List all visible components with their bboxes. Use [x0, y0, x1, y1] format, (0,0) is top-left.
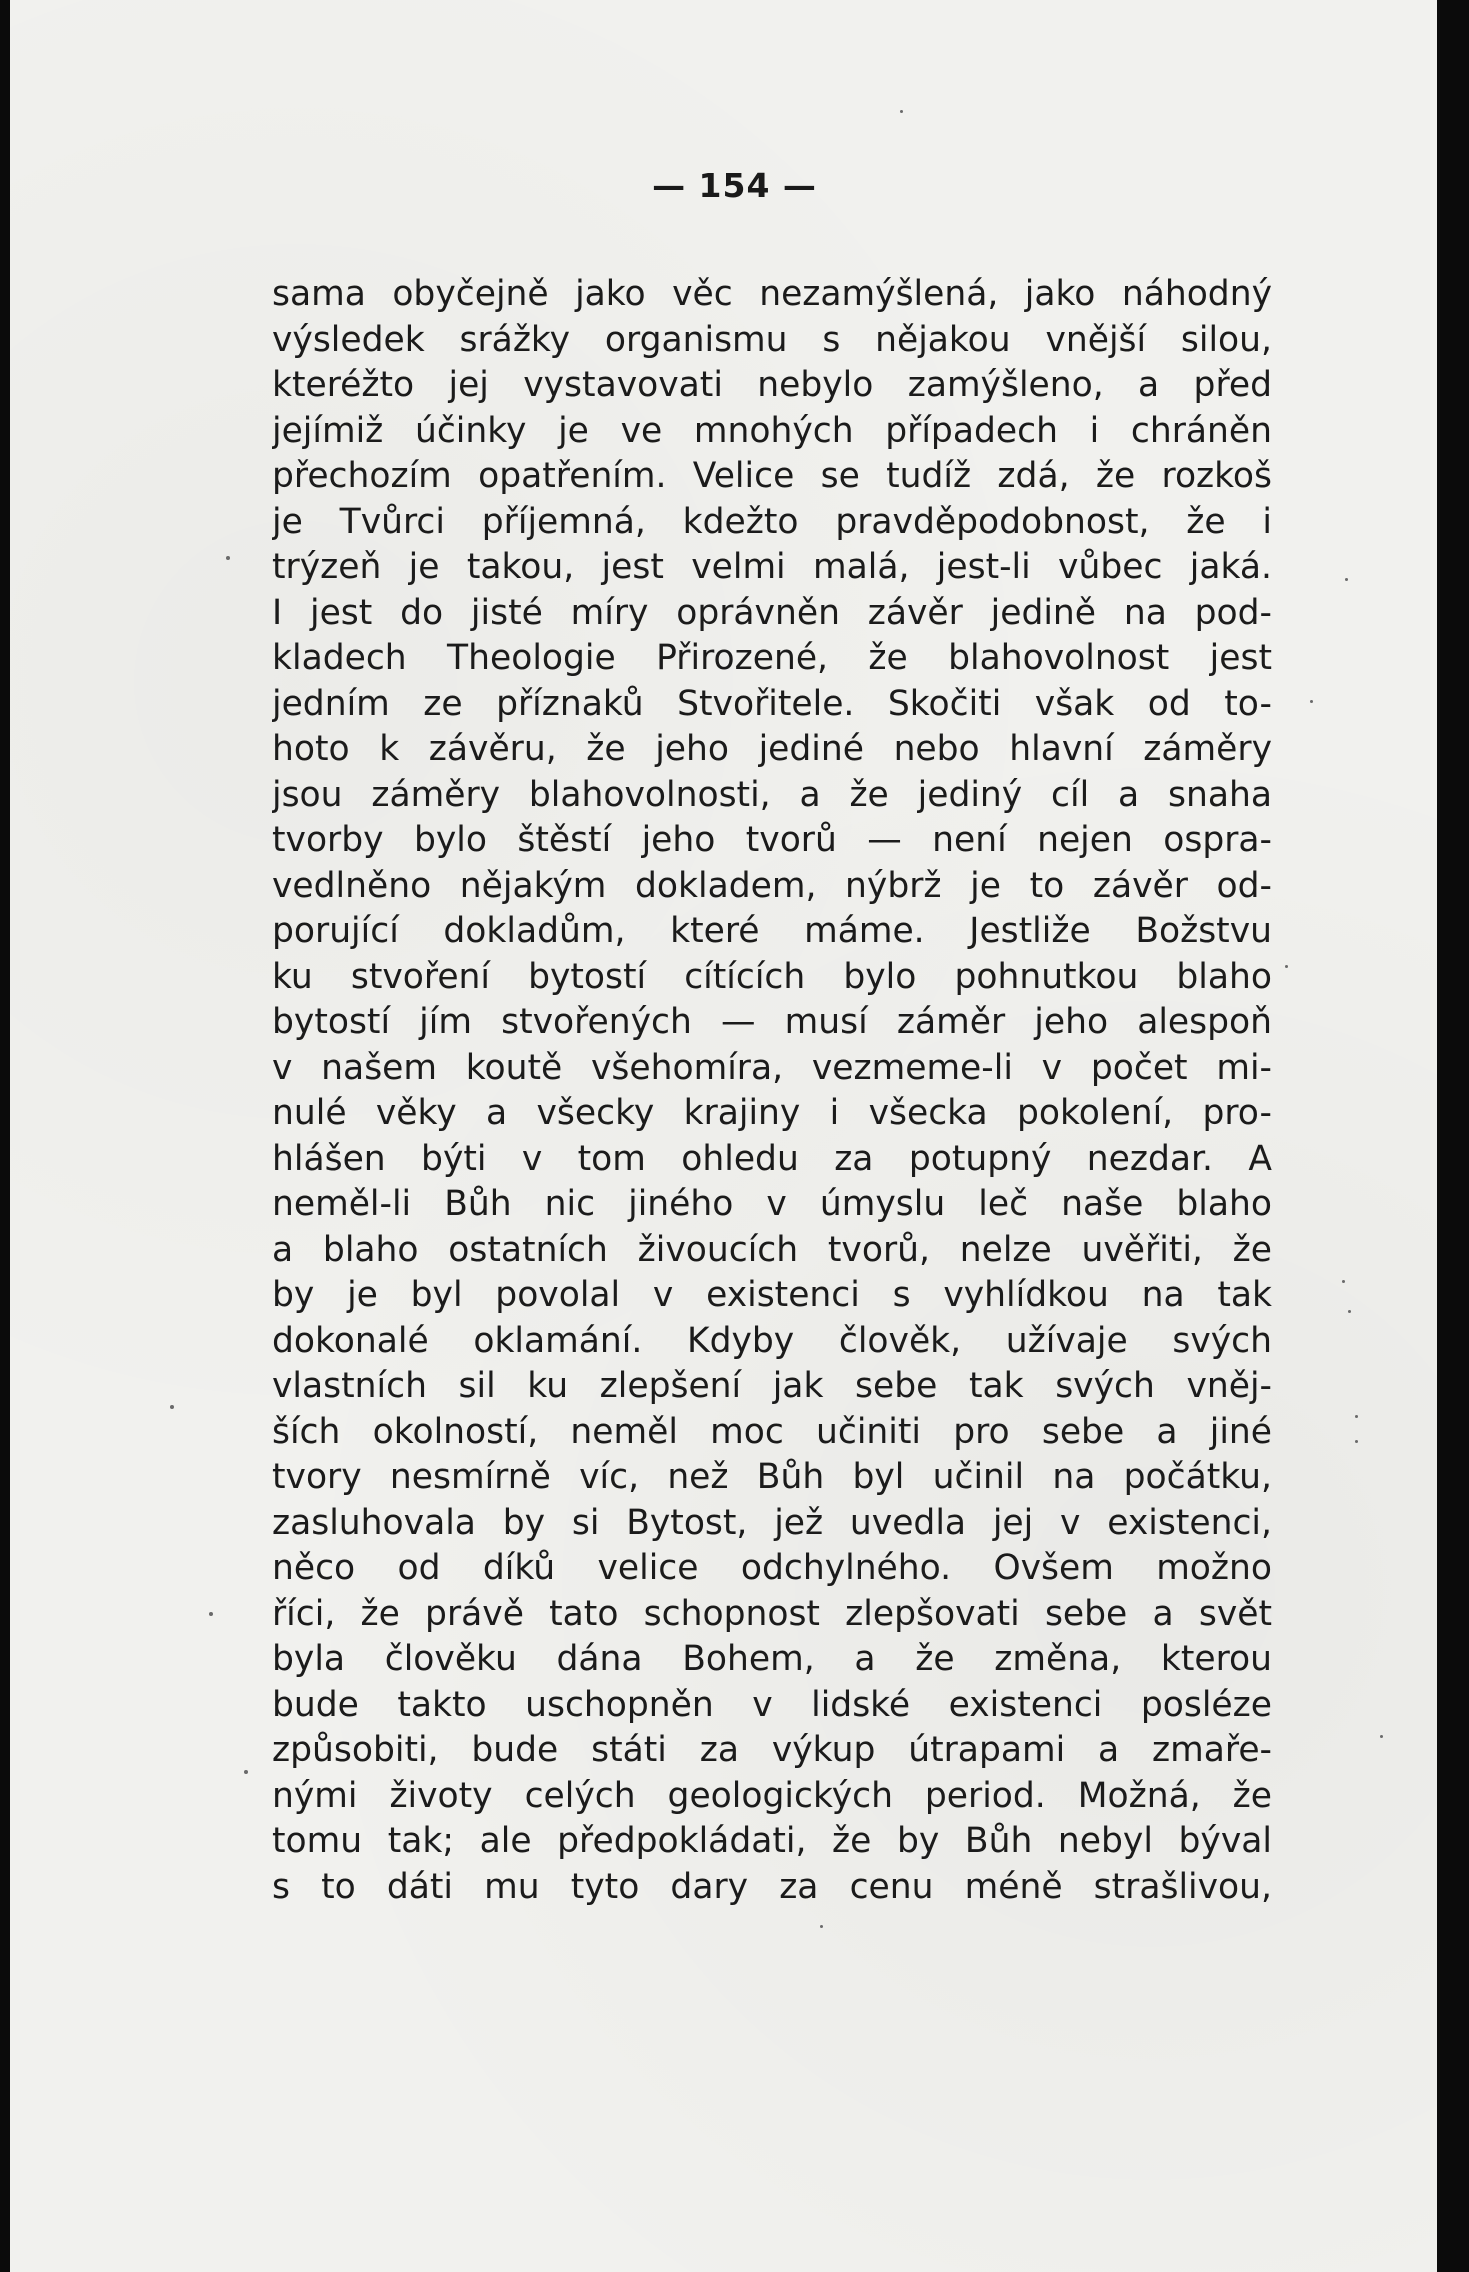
text-line: I jest do jisté míry oprávněn závěr jedině na pod-: [272, 592, 1272, 633]
text-line: vedlněno nějakým dokladem, nýbrž je to závěr od-: [272, 865, 1272, 906]
scan-speck: [1285, 965, 1288, 968]
scan-speck: [900, 110, 903, 113]
text-line: jsou záměry blahovolnosti, a že jediný cíl a snaha: [272, 774, 1272, 815]
text-line: nulé věky a všecky krajiny i všecka pokolení, pro-: [272, 1093, 1272, 1133]
scan-speck: [1310, 700, 1313, 703]
text-line: hlášen býti v tom ohledu za potupný nezdar. A: [272, 1138, 1272, 1179]
scan-speck: [1348, 1310, 1351, 1313]
text-line: něco od díků velice odchylného. Ovšem možno: [272, 1548, 1272, 1588]
text-line: dokonalé oklamání. Kdyby člověk, užívaje svých: [272, 1320, 1272, 1361]
body-text: [272, 272, 1272, 1910]
text-line: jedním ze příznaků Stvořitele. Skočiti však od to-: [272, 683, 1272, 724]
scan-speck: [1380, 1735, 1383, 1738]
text-line: nými životy celých geologických period. Možná, že: [272, 1775, 1272, 1816]
text-line: tomu tak; ale předpokládati, že by Bůh nebyl býval: [272, 1821, 1272, 1861]
scan-speck: [820, 1925, 823, 1928]
text-line: byla člověku dána Bohem, a že změna, kterou: [272, 1639, 1272, 1679]
page-number: — 154 —: [652, 166, 817, 205]
text-line: tvory nesmírně víc, než Bůh byl učinil na počátku,: [272, 1457, 1272, 1497]
text-line: přechozím opatřením. Velice se tudíž zdá, že rozkoš: [272, 456, 1272, 496]
text-line: ku stvoření bytostí cítících bylo pohnutkou blaho: [272, 956, 1272, 997]
text-line: jejímiž účinky je ve mnohých případech i chráněn: [272, 410, 1272, 451]
text-line: říci, že právě tato schopnost zlepšovati sebe a svět: [272, 1593, 1272, 1634]
text-line: výsledek srážky organismu s nějakou vnější silou,: [272, 319, 1272, 360]
text-line: tvorby bylo štěstí jeho tvorů — není nejen ospra-: [272, 820, 1272, 860]
text-line: s to dáti mu tyto dary za cenu méně strašlivou,: [272, 1866, 1272, 1907]
scan-speck: [244, 1770, 248, 1774]
scan-speck: [1355, 1440, 1358, 1443]
scan-speck: [226, 556, 230, 560]
text-line: bude takto uschopněn v lidské existenci posléze: [272, 1684, 1272, 1725]
scan-speck: [1355, 1415, 1358, 1418]
text-line: v našem koutě všehomíra, vezmeme-li v počet mi-: [272, 1047, 1272, 1088]
text-line: a blaho ostatních živoucích tvorů, nelze uvěřiti, že: [272, 1229, 1272, 1270]
text-line: sama obyčejně jako věc nezamýšlená, jako náhodný: [272, 274, 1272, 314]
text-line: kladech Theologie Přirozené, že blahovolnost jest: [272, 638, 1272, 678]
text-line: neměl-li Bůh nic jiného v úmyslu leč naše blaho: [272, 1184, 1272, 1224]
text-line: hoto k závěru, že jeho jediné nebo hlavní záměry: [272, 729, 1272, 769]
text-line: je Tvůrci příjemná, kdežto pravděpodobnost, že i: [272, 501, 1272, 542]
scan-speck: [1342, 1280, 1345, 1283]
text-line: zasluhovala by si Bytost, jež uvedla jej v existenci,: [272, 1502, 1272, 1543]
text-line: kteréžto jej vystavovati nebylo zamýšleno, a před: [272, 365, 1272, 405]
text-line: by je byl povolal v existenci s vyhlídkou na tak: [272, 1275, 1272, 1315]
text-line: vlastních sil ku zlepšení jak sebe tak svých vněj-: [272, 1366, 1272, 1406]
text-line: trýzeň je takou, jest velmi malá, jest-li vůbec jaká.: [272, 547, 1272, 587]
scan-speck: [209, 1612, 213, 1616]
text-line: bytostí jím stvořených — musí záměr jeho alespoň: [272, 1002, 1272, 1042]
text-line: ších okolností, neměl moc učiniti pro sebe a jiné: [272, 1411, 1272, 1452]
scan-edge: [1437, 0, 1469, 2272]
text-line: porující dokladům, které máme. Jestliže Božstvu: [272, 911, 1272, 951]
scan-speck: [170, 1405, 174, 1409]
text-line: způsobiti, bude státi za výkup útrapami a zmaře-: [272, 1730, 1272, 1770]
scan-speck: [1345, 578, 1348, 581]
